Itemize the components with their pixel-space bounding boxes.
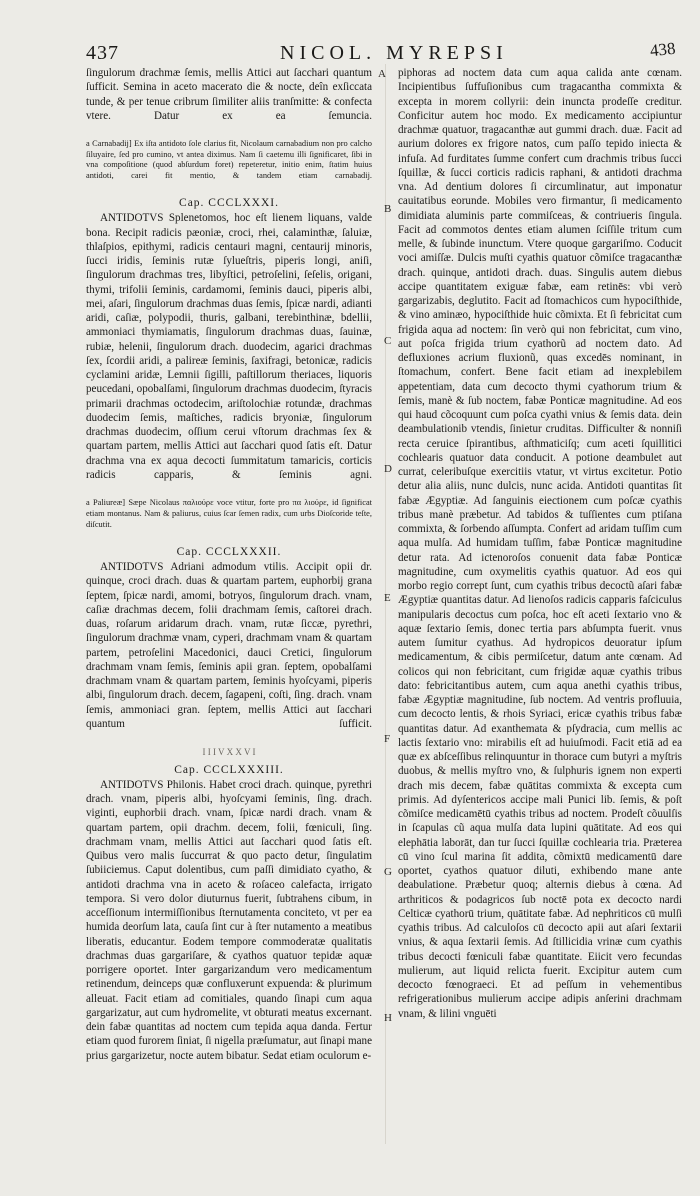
margin-letter-c: C bbox=[384, 335, 392, 347]
margin-letter-f: F bbox=[384, 733, 391, 745]
left-paragraph-2: ANTIDOTVS Splenetomos, hoc eſt lienem liquans, valde bona. Recipit radicis pæoniæ, croci, rhei, calaminthæ, ſaluiæ, thlaſpios, epithymi, radicis centauri magni, centaurij minoris, ſucci iridis, ſeminis rutæ ſylueſtris, piperis longi, aniſi, ſingulorum drachmas tres, libyſtici, petroſelini, ſeſelis, origani, thymi, trifolii ſeminis, cardamomi, ſeminis dauci, piperis albi, mei, aſari, ſingulorum drachmas duas ſemis, ſpicæ nardi, adianti aridi, caſiæ, polypodii, thuris, galbani, terebinthinæ, bdellii, ammoniaci thymiamatis, ſingulorum drachmas duas, ſauinæ, rubiæ, helenii, ſingulorum drach. duodecim, agarici drachmas ſex, ſcordii aridi, a palireæ ſeminis, ſaxifragi, betonicæ, radicis cyclamini aridæ, Lemnii ſigilli, paſtillorum theriaces, liquoris peucedani, opobalſami, ſingulorum drachmas duodecim, ſtyracis primarii drachmas octodecim, ariſtolochiæ rotundæ, drachmas duodecim ſemis, maſtiches, radicis bryoniæ, ſingulorum drachmas duodecim, oſſium cerui vſtorum drachmas ſex & quartam partem, mellis Attici aut ſacchari quod ſatis eſt. Datur drachma vna ex aqua decocti ſummitatum tamaricis, corticis radicis capparis, & ſeminis agni. bbox=[86, 212, 372, 481]
page-number-right: 438 bbox=[649, 38, 677, 61]
footnote-carnabadij: a Carnabadij] Ex iſta antidoto ſole clarius fit, Nicolaum carnabadium non pro calcho ſiluyaire, ſed pro cumino, vt antea diximus. Nam ſi caetemu illi ſignificaret, ſibi in vna compoſitione (quod abſurdum foret) repeteretur, initio enim, ſtatim huius antidoti, carei fit mentio, & tandem etiam carnabadij. bbox=[86, 139, 372, 181]
right-paragraph-1: piphoras ad noctem data cum aqua calida ante cœnam. Incipientibus ſuffuſionibus cum tragacantha commixta & excepta in morem collyrii: dein inuncta prodeſſe creditur. Conficitur autem hoc modo. Ex medicamento accipiuntur drachmæ quatuor, tragacanthæ aut gummi drach. duæ. Facit ad aurium dolores ex frigore natos, cum paſſo tepido iniecta & infuſa. Ad furditates ſumme confert cum drachmis tribus ſucci ſquillæ, & ſucci corticis radicis raphani, & antidoti drachma vna. Ad dentium dolores ſi circumlinatur, aut imponatur cauitatibus eorunde. Mobiles vero firmantur, ſi medicamento dimidiata aluminis parte commiſceas, & contriueris ſingula. Facit ad commotos dentes etiam alumen ſciſſile tritum cum melle, & ſubinde inunctum. Vtere quoque gargariſmo. Coducit voci amiſſæ. Dulcis muſti cyathis quatuor cõmiſce tragacanthæ drach. quinque, antidoti drach. duas. Singulis autem diebus accipe quantitatem exiguæ fabæ, eam retinēs: vbi verò gargarizabis, deglutito. Facit ad ſtomachicos cum hypociſthide, & vino aminæo, hypociſthide huic cõmixta. Et ſi febricitat cum frigida aqua ad noctem: ſin verò qui non febricitat, cum vino, aut poſca frigida trium cyathorũ ad noctem dato. Ad defluxiones acrium fluxionũ, quas excedēs nominant, in ſtomachum, confert. Bene facit etiam ad inexplebilem appetentiam, data cum decocto thymi cyathorum trium & ſemis, manè & ſub noctem, fabæ Ponticæ magnitudine. Ad eos qui haud cõcoquunt cum poſca cyathi vnius & ſemis data. dein deambulationib vtendis, ſinietur cruditas. Difficulter & nonniſi recta ceruice ſpirantibus, aſthmaticiſq; cum aceti ſquillitici cochlearis quatuor data conducit. A potione deambulet aut currat, celeribuſque exercitiis vtatur, vt virtus excitetur. Potio detur alia aliis, nunc dulcis, nunc acida. Antidoti quantitas ſit fabæ Ægyptiæ. Ad ſanguinis eiectionem cum poſcæ cyathis tribus manè præbetur. Ad tabidos & tuſſientes cum ptiſana commixta, & ſorbendo aſſumpta. Confert ad aridam tuſſim cum aqua mulſa. Ad humidam tuſſim, fabæ Ponticæ magnitudine detur rata. Ad ictenoroſos conuenit data fabæ Ponticæ magnitudine, cum oxymelitis cyathis quatuor. Ad eos qui morbo regio corrept ſunt, cum cyathis tribus decoctũ aſari fabæ Ægyptiæ quantitas datur. Ad lienoſos radicis capparis faſciculus manipularis decoctus cum poſca, hoc eſt aceti ſextario vno & aquæ ſextario ſemis, donec tertia pars abſumpta fuerit. vnus autem ſumitur cyathus. Ad hydropicos deuoratur ipſum medicamentum, & cibis permiſcetur, datum ante cœnam. Ad colicos qui non febricitant, cum frigidæ aquæ cyathis tribus dato: febricitantibus autem, cum aqua anethi cyathis tribus, fabæ Ægyptiæ magnitudine, ſub noctem. Ad ventris profluuia, cum decocto lentis, & rhois Syriaci, ericæ cyathis tribus fabæ quantitas datur. Ad exanthemata & pſydracia, cum mellis ac lactis ſextario vno: mirabilis eſt ad huiuſmodi. Facit etiā ad ea quæ ex abſceſſibus relinquuntur in thorace cum butyri a myſtris duobus, & mellis myſtro vno, & ſulphuris ignem non experti drach mis decem, fabæ quātitas commixta & excepta cum primis. Ad dyſentericos accipe mali Punici lib. ſemis, & poſt cõmiſce medicamētū cyathis tribus ad noctem. Prodeſt cõuulſis in ſcapulas cũ aqua mulſa data lupini quātitate. Ad eos qui elephātia laborāt, dan tur ſucci ſquillæ cochlearia tria. Præterea cū vino ſcul marina ſit addita, cõmixtū medicamentū dare oportet, cyathos quatuor diluti, exhibendo mane ante deabulatione. Præbetur quoq; alternis diebus à cœna. Ad arthriticos & podagricos ſub noctē pota ex decocto nardi Celticæ cyathorū trium, quātitate fabæ. Ad nephriticos cū mulſi cyathis tribus. Ad calculoſos cū decocto apii aut aſari ſextarii vnius, & aqua ſextarii ſemis. Ad ſtillicidia vrinæ cum cyathis tribus decocti fœniculi fabæ quantitate. Eiicit vero fecundas mulierum, aut liquid relicta fuerit. Excipitur autem cum decocto fœnograeci. Et ad peſſum in vehementibus refrigerationibus mulierum accipe adipis anſerini drachmam vnam, & lilini vnguēti bbox=[398, 67, 682, 1020]
ornament-line: I I I V X X V I bbox=[202, 747, 256, 758]
page-header bbox=[0, 40, 700, 68]
column-gutter bbox=[385, 64, 386, 1144]
right-column bbox=[398, 66, 682, 1021]
left-paragraph-3: ANTIDOTVS Adriani admodum vtilis. Accipit opii dr. quinque, croci drach. duas & quartam partem, euphorbij grana ſeptem, ſpicæ nardi, amomi, botryos, ſingulorum drach. vnam, caſiæ drachmas decem, folii drachmam ſemis, caſtorei drach. duas, roſarum aridarum drach. vnam, rutæ ſiccæ, pyrethri, ſingulorum drachmæ vnam, cyperi, drachmam vnam & quartam partem, petroſelini Macedonici, dauci Cretici, ſingulorum drachmam vnam ſemis, ſeminis apii gran. ſeptem, opobalſami drachmam vnam & quartam partem, ſeminis hyoſcyami, piperis albi, ſingulorum drach. decem, ſagapeni, coſti, ſing. drach. vnam ſemis, ammoniaci gran. ſeptem, mellis Attici aut ſacchari quantum ſufficit. bbox=[86, 561, 372, 730]
running-title: NICOL. MYREPSI bbox=[280, 42, 508, 64]
left-paragraph-4: ANTIDOTVS Philonis. Habet croci drach. quinque, pyrethri drach. vnam, piperis albi, hyoſcyami ſeminis, ſing. drach. viginti, euphorbii drach. vnam, ſpicæ nardi drach. vnam & quartam partem, opii drachm. decem, folii, fœniculi, ſing. drachmam vnam, mellis Attici aut ſacchari quod ſatis eſt. Quibus vero malis ſuccurrat & quo pacto detur, ſingulatim ſubiiciemus. Caput dolentibus, cum paſſi dimidiato cyatho, & antidoti drachma vna in aceto & roſaceo calefacta, irrigato tempora. Si vero dolor diuturnus fuerit, ſubtrahens cibum, in acceſſionum intermiſſionibus ſternutamenta conciteto, vt per ea humida deorſum lata, cauſa ſint cur à ſter nutamento a meatibus liberatis, educantur. Eodem tempore commoderatæ qualitatis drachmas duas gargariſare, & cyathos quatuor tepidæ aquæ porrigere oportet. Inter gargarizandum vero medicamentum retinendum, deinceps quæ confluxerunt expuenda: & plurimum alleuat. Facit etiam ad comitiales, quando ſinapi cum aqua gargarizatur, aut cum hydromelite, vt obturati meatus excernant. dein fabæ quantitas ad noctem cum tepida aqua danda. Fertur etiam quod furorem ſiniat, ſi nigella præſumatur, aut ſinapi mane prius gargarizetur, nocte autem bibatur. Sedat etiam oculorum e- bbox=[86, 778, 372, 1062]
page-number-left: 437 bbox=[86, 42, 119, 64]
margin-letter-b: B bbox=[384, 203, 392, 215]
margin-letter-h: H bbox=[384, 1012, 392, 1024]
chapter-heading-381: Cap. CCCLXXXI. bbox=[179, 197, 279, 210]
left-paragraph-1: ſingulorum drachmæ ſemis, mellis Attici aut ſacchari quantum ſufficit. Semina in aceto macerato die & nocte, deîn exſiccata tunde, & per tenue cribrum ſimiliter aliis tranſmitte: & confecta vtere. Datur ex ea ſemuncia. bbox=[86, 67, 372, 122]
chapter-heading-383: Cap. CCCLXXXIII. bbox=[174, 763, 284, 776]
chapter-heading-382: Cap. CCCLXXXII. bbox=[176, 545, 282, 558]
margin-letter-g: G bbox=[384, 866, 392, 878]
margin-letter-e: E bbox=[384, 592, 391, 604]
margin-letter-a: A bbox=[378, 68, 386, 80]
left-column bbox=[86, 66, 372, 1063]
margin-letter-d: D bbox=[384, 463, 392, 475]
footnote-paliureae: a Paliureæ] Sæpe Nicolaus παλιούρε voce vtitur, forte pro πα λιούρε, id ſignificat etiam montanus. Nam & paliurus, cuius ſcar ſemen radix, cum urbs Dioſcoride teſte, diſcutit. bbox=[86, 498, 372, 529]
